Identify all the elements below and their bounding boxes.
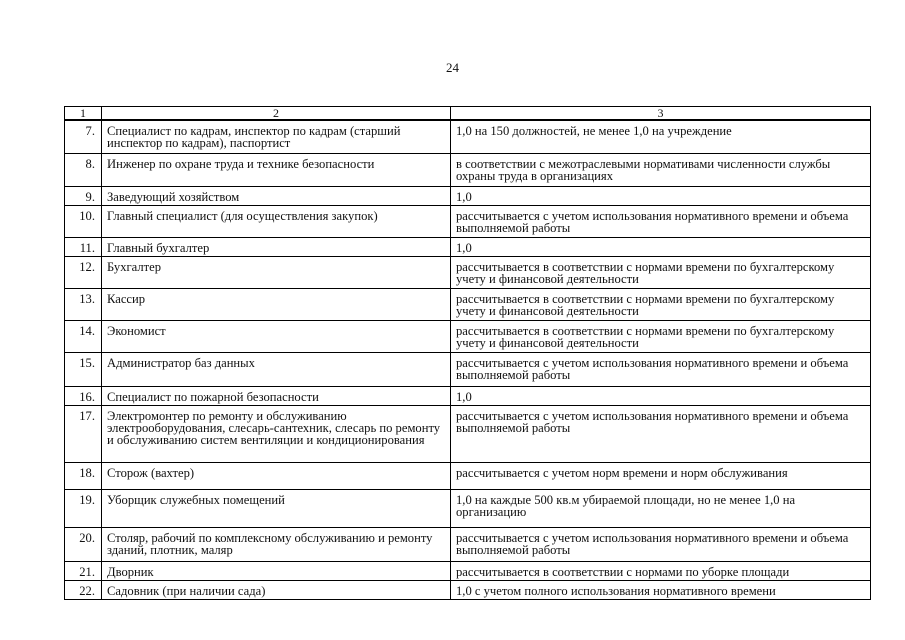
table-row bbox=[65, 489, 871, 527]
table-row bbox=[65, 352, 871, 386]
row-number: 22. bbox=[65, 580, 102, 599]
table-row bbox=[65, 153, 871, 186]
row-position: Главный специалист (для осуществления закупок) bbox=[102, 205, 451, 237]
row-norm: 1,0 на каждые 500 кв.м убираемой площади, но не менее 1,0 на организацию bbox=[451, 489, 871, 527]
row-norm: рассчитывается с учетом использования нормативного времени и объема выполняемой работы bbox=[451, 527, 871, 561]
row-norm: рассчитывается с учетом норм времени и норм обслуживания bbox=[451, 462, 871, 489]
column-header-number: 1 bbox=[65, 107, 102, 121]
table-row bbox=[65, 120, 871, 153]
table-row bbox=[65, 580, 871, 599]
table-row bbox=[65, 386, 871, 405]
row-position: Бухгалтер bbox=[102, 256, 451, 288]
row-norm: рассчитывается с учетом использования нормативного времени и объема выполняемой работы bbox=[451, 405, 871, 462]
row-number: 13. bbox=[65, 288, 102, 320]
row-position: Уборщик служебных помещений bbox=[102, 489, 451, 527]
row-position: Дворник bbox=[102, 561, 451, 580]
table-row bbox=[65, 237, 871, 256]
row-norm: рассчитывается в соответствии с нормами времени по бухгалтерскому учету и финансовой деятельности bbox=[451, 256, 871, 288]
row-number: 21. bbox=[65, 561, 102, 580]
row-number: 16. bbox=[65, 386, 102, 405]
row-norm: 1,0 bbox=[451, 237, 871, 256]
table-header-row bbox=[65, 107, 871, 121]
row-norm: 1,0 bbox=[451, 186, 871, 205]
row-position: Специалист по кадрам, инспектор по кадрам (старший инспектор по кадрам), паспортист bbox=[102, 120, 451, 153]
staffing-norms-table bbox=[64, 106, 871, 600]
row-number: 9. bbox=[65, 186, 102, 205]
row-number: 12. bbox=[65, 256, 102, 288]
row-norm: рассчитывается в соответствии с нормами времени по бухгалтерскому учету и финансовой деятельности bbox=[451, 320, 871, 352]
row-norm: рассчитывается с учетом использования нормативного времени и объема выполняемой работы bbox=[451, 205, 871, 237]
row-number: 10. bbox=[65, 205, 102, 237]
row-position: Электромонтер по ремонту и обслуживанию электрооборудования, слесарь-сантехник, слесарь по ремонту и обслуживанию систем вентиляции и кондиционирования bbox=[102, 405, 451, 462]
column-header-norm: 3 bbox=[451, 107, 871, 121]
row-number: 14. bbox=[65, 320, 102, 352]
page-number: 24 bbox=[446, 60, 459, 75]
table-row bbox=[65, 256, 871, 288]
table-row bbox=[65, 320, 871, 352]
row-position: Администратор баз данных bbox=[102, 352, 451, 386]
row-number: 18. bbox=[65, 462, 102, 489]
row-position: Инженер по охране труда и технике безопасности bbox=[102, 153, 451, 186]
row-norm: 1,0 с учетом полного использования нормативного времени bbox=[451, 580, 871, 599]
row-number: 19. bbox=[65, 489, 102, 527]
row-number: 15. bbox=[65, 352, 102, 386]
row-number: 17. bbox=[65, 405, 102, 462]
table-row bbox=[65, 561, 871, 580]
row-norm: 1,0 bbox=[451, 386, 871, 405]
row-number: 7. bbox=[65, 120, 102, 153]
row-position: Заведующий хозяйством bbox=[102, 186, 451, 205]
row-position: Экономист bbox=[102, 320, 451, 352]
row-position: Сторож (вахтер) bbox=[102, 462, 451, 489]
row-norm: рассчитывается в соответствии с нормами по уборке площади bbox=[451, 561, 871, 580]
row-position: Столяр, рабочий по комплексному обслуживанию и ремонту зданий, плотник, маляр bbox=[102, 527, 451, 561]
row-norm: рассчитывается в соответствии с нормами времени по бухгалтерскому учету и финансовой деятельности bbox=[451, 288, 871, 320]
row-position: Главный бухгалтер bbox=[102, 237, 451, 256]
table-row bbox=[65, 405, 871, 462]
row-norm: 1,0 на 150 должностей, не менее 1,0 на учреждение bbox=[451, 120, 871, 153]
table-row bbox=[65, 186, 871, 205]
row-norm: в соответствии с межотраслевыми нормативами численности службы охраны труда в организациях bbox=[451, 153, 871, 186]
column-header-position: 2 bbox=[102, 107, 451, 121]
table-row bbox=[65, 462, 871, 489]
row-position: Садовник (при наличии сада) bbox=[102, 580, 451, 599]
row-number: 8. bbox=[65, 153, 102, 186]
table-row bbox=[65, 527, 871, 561]
row-number: 20. bbox=[65, 527, 102, 561]
table-row bbox=[65, 205, 871, 237]
row-number: 11. bbox=[65, 237, 102, 256]
row-position: Кассир bbox=[102, 288, 451, 320]
row-position: Специалист по пожарной безопасности bbox=[102, 386, 451, 405]
row-norm: рассчитывается с учетом использования нормативного времени и объема выполняемой работы bbox=[451, 352, 871, 386]
table-row bbox=[65, 288, 871, 320]
